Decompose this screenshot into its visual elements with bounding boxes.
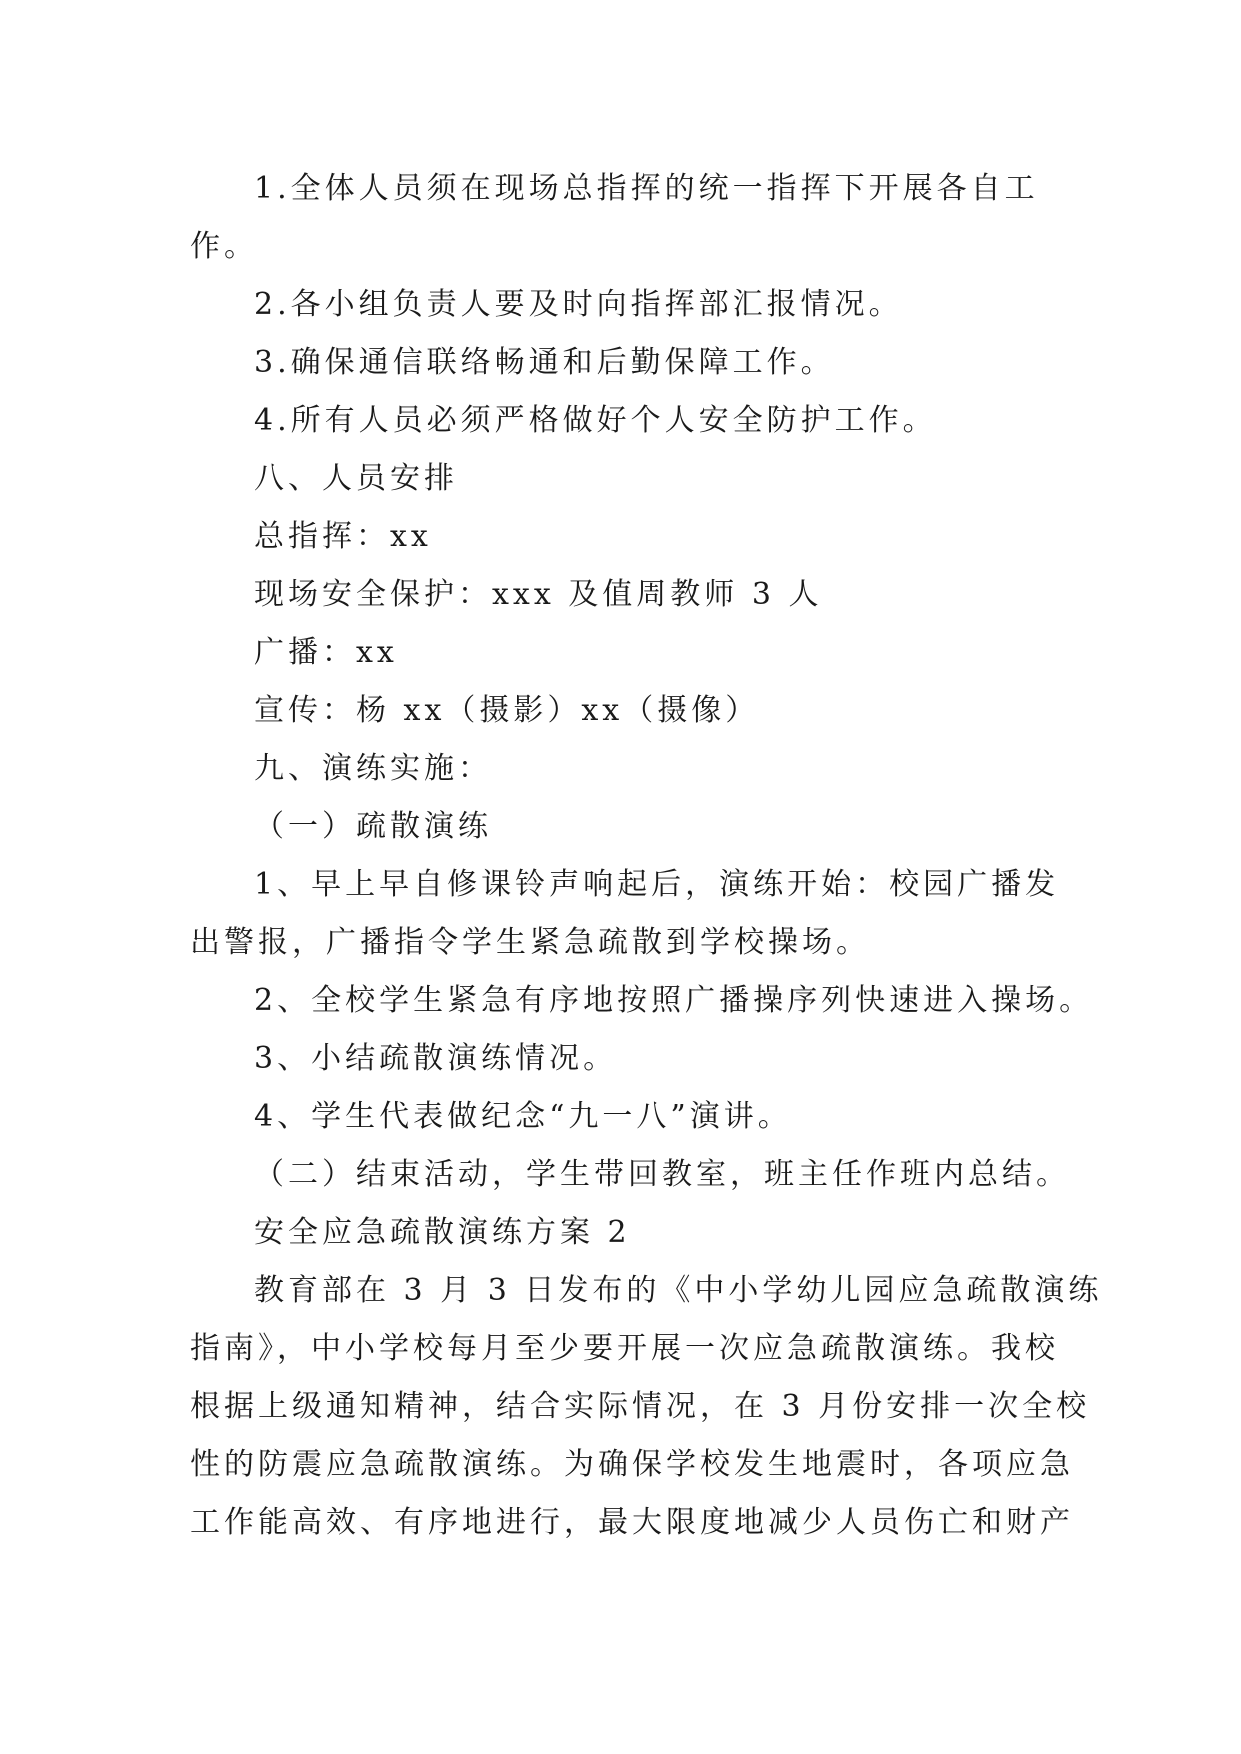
text-line: 3、小结疏散演练情况。 xyxy=(254,1041,618,1076)
document-body xyxy=(190,160,1103,1552)
document-title: 安全应急疏散演练方案 2 xyxy=(254,1215,631,1250)
text-line: 性的防震应急疏散演练。为确保学校发生地震时，各项应急 xyxy=(190,1447,1074,1482)
text-line: 根据上级通知精神，结合实际情况，在 3 月份安排一次全校 xyxy=(190,1389,1091,1424)
text-line: 指南》，中小学校每月至少要开展一次应急疏散演练。我校 xyxy=(190,1331,1059,1366)
text-line: 工作能高效、有序地进行，最大限度地减少人员伤亡和财产 xyxy=(190,1505,1074,1540)
text-line: 4、学生代表做纪念“九一八”演讲。 xyxy=(254,1099,792,1134)
text-line: 2.各小组负责人要及时向指挥部汇报情况。 xyxy=(254,287,903,322)
text-line: 广播：xx xyxy=(254,635,398,670)
text-line: 作。 xyxy=(190,229,258,264)
text-line: 总指挥：xx xyxy=(254,519,432,554)
section-heading: 八、人员安排 xyxy=(254,461,458,496)
text-line: 3.确保通信联络畅通和后勤保障工作。 xyxy=(254,345,835,380)
text-line: 1、早上早自修课铃声响起后，演练开始：校园广播发 xyxy=(254,867,1060,902)
text-line: 出警报，广播指令学生紧急疏散到学校操场。 xyxy=(190,925,870,960)
text-line: 2、全校学生紧急有序地按照广播操序列快速进入操场。 xyxy=(254,983,1094,1018)
text-line: 1.全体人员须在现场总指挥的统一指挥下开展各自工 xyxy=(254,171,1039,206)
subsection-heading: （一）疏散演练 xyxy=(254,809,492,844)
text-line: 宣传：杨 xx（摄影）xx（摄像） xyxy=(254,693,760,728)
text-line: 教育部在 3 月 3 日发布的《中小学幼儿园应急疏散演练 xyxy=(254,1273,1103,1308)
section-heading: 九、演练实施： xyxy=(254,751,492,786)
subsection-heading: （二）结束活动，学生带回教室，班主任作班内总结。 xyxy=(254,1157,1070,1192)
text-line: 现场安全保护：xxx 及值周教师 3 人 xyxy=(254,577,823,612)
text-line: 4.所有人员必须严格做好个人安全防护工作。 xyxy=(254,403,937,438)
